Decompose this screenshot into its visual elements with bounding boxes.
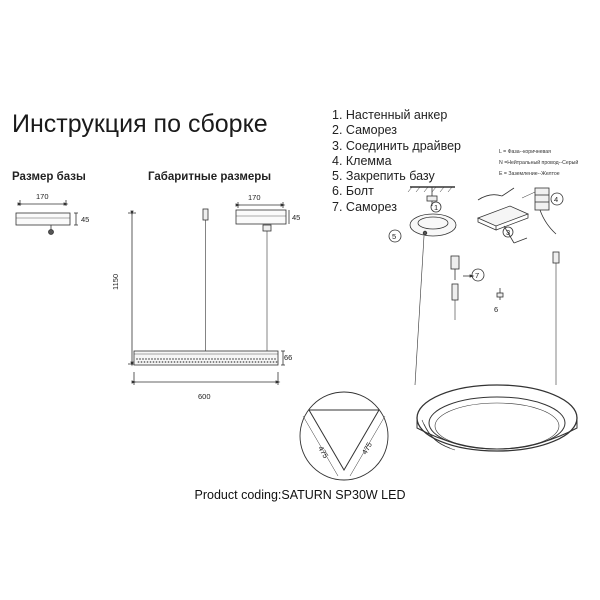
crystal-bead	[214, 358, 216, 360]
crystal-bead	[255, 361, 257, 363]
crystal-bead	[208, 358, 210, 360]
crystal-bead	[231, 361, 233, 363]
wiring-phase: L = Фаза--коричневая	[499, 149, 551, 155]
crystal-bead	[252, 361, 254, 363]
crystal-bead	[198, 361, 200, 363]
wiring-ground: E = Заземление--Желтое	[499, 171, 560, 177]
overall-base-height: 45	[292, 213, 301, 222]
crystal-bead	[136, 358, 138, 360]
crystal-bead	[138, 361, 140, 363]
crystal-bead	[238, 358, 240, 360]
crystal-bead	[261, 361, 263, 363]
callout-7: 7	[475, 271, 480, 280]
crystal-bead	[244, 358, 246, 360]
crystal-bead	[274, 358, 276, 360]
crystal-bead	[264, 361, 266, 363]
crystal-bead	[222, 361, 224, 363]
crystal-bead	[201, 361, 203, 363]
crystal-bead	[223, 358, 225, 360]
crystal-bead	[246, 361, 248, 363]
crystal-bead	[271, 358, 273, 360]
overall-base-width: 170	[248, 193, 261, 202]
crystal-bead	[172, 358, 174, 360]
crystal-bead	[234, 361, 236, 363]
overall-dimensions-label: Габаритные размеры	[148, 171, 272, 183]
crystal-bead	[199, 358, 201, 360]
step-item: 3. Соединить драйвер	[332, 138, 462, 153]
crystal-bead	[267, 361, 269, 363]
triangle-right-dimension: 475	[359, 440, 374, 456]
crystal-bead	[159, 361, 161, 363]
crystal-bead	[171, 361, 173, 363]
diameter-dimension: 600	[198, 392, 211, 401]
crystal-bead	[220, 358, 222, 360]
crystal-bead	[175, 358, 177, 360]
crystal-bead	[204, 361, 206, 363]
crystal-bead	[183, 361, 185, 363]
crystal-bead	[213, 361, 215, 363]
crystal-bead	[207, 361, 209, 363]
crystal-bead	[249, 361, 251, 363]
crystal-bead	[265, 358, 267, 360]
crystal-bead	[205, 358, 207, 360]
crystal-bead	[144, 361, 146, 363]
crystal-bead	[174, 361, 176, 363]
callout-3: 3	[506, 228, 511, 237]
crystal-bead	[243, 361, 245, 363]
crystal-bead	[166, 358, 168, 360]
crystal-bead	[229, 358, 231, 360]
step-item: 4. Клемма	[332, 153, 392, 168]
crystal-bead	[276, 361, 278, 363]
crystal-bead	[186, 361, 188, 363]
crystal-bead	[150, 361, 152, 363]
crystal-bead	[189, 361, 191, 363]
base-size-label: Размер базы	[12, 171, 86, 183]
crystal-bead	[148, 358, 150, 360]
crystal-bead	[247, 358, 249, 360]
page-title: Инструкция по сборке	[12, 110, 268, 138]
crystal-bead	[163, 358, 165, 360]
step-item: 5. Закрепить базу	[332, 169, 435, 184]
crystal-bead	[226, 358, 228, 360]
crystal-bead	[162, 361, 164, 363]
crystal-bead	[160, 358, 162, 360]
crystal-bead	[195, 361, 197, 363]
crystal-bead	[268, 358, 270, 360]
crystal-bead	[190, 358, 192, 360]
crystal-bead	[259, 358, 261, 360]
callout-6: 6	[494, 305, 499, 314]
crystal-bead	[196, 358, 198, 360]
crystal-bead	[177, 361, 179, 363]
ring-height-dimension: 66	[284, 353, 293, 362]
crystal-bead	[258, 361, 260, 363]
crystal-bead	[232, 358, 234, 360]
base-size-drawing	[16, 200, 78, 235]
product-coding: Product coding:SATURN SP30W LED	[194, 488, 406, 502]
crystal-bead	[217, 358, 219, 360]
crystal-bead	[141, 361, 143, 363]
overall-dimensions-drawing	[128, 202, 289, 385]
crystal-bead	[168, 361, 170, 363]
crystal-bead	[270, 361, 272, 363]
crystal-bead	[237, 361, 239, 363]
crystal-bead	[228, 361, 230, 363]
crystal-bead	[169, 358, 171, 360]
crystal-bead	[187, 358, 189, 360]
triangle-left-dimension: 475	[316, 444, 331, 460]
crystal-bead	[219, 361, 221, 363]
triangle-circle-drawing	[300, 392, 388, 480]
crystal-bead	[156, 361, 158, 363]
crystal-bead	[193, 358, 195, 360]
crystal-bead	[210, 361, 212, 363]
step-item: 2. Саморез	[332, 123, 397, 138]
callout-4: 4	[554, 195, 559, 204]
crystal-bead	[153, 361, 155, 363]
crystal-bead	[216, 361, 218, 363]
crystal-bead	[192, 361, 194, 363]
crystal-bead	[256, 358, 258, 360]
crystal-bead	[273, 361, 275, 363]
crystal-bead	[235, 358, 237, 360]
callout-5: 5	[392, 232, 397, 241]
crystal-bead	[240, 361, 242, 363]
overall-height-dimension: 1150	[111, 273, 120, 290]
crystal-bead	[147, 361, 149, 363]
crystal-bead	[142, 358, 144, 360]
step-item: 6. Болт	[332, 184, 374, 199]
crystal-bead	[180, 361, 182, 363]
crystal-bead	[262, 358, 264, 360]
crystal-bead	[139, 358, 141, 360]
crystal-bead	[151, 358, 153, 360]
crystal-bead	[184, 358, 186, 360]
crystal-bead	[165, 361, 167, 363]
crystal-bead	[154, 358, 156, 360]
wiring-neutral: N =Нейтральный провод--Серый	[499, 160, 579, 166]
crystal-bead	[178, 358, 180, 360]
crystal-bead	[225, 361, 227, 363]
crystal-bead	[157, 358, 159, 360]
crystal-bead	[250, 358, 252, 360]
crystal-bead	[181, 358, 183, 360]
callout-1: 1	[434, 203, 439, 212]
crystal-bead	[202, 358, 204, 360]
crystal-bead	[145, 358, 147, 360]
crystal-bead	[253, 358, 255, 360]
mounting-diagram	[389, 187, 577, 451]
step-item: 1. Настенный анкер	[332, 108, 448, 122]
base-height-dimension: 45	[81, 215, 90, 224]
crystal-bead	[211, 358, 213, 360]
crystal-bead	[241, 358, 243, 360]
base-width-dimension: 170	[36, 192, 49, 201]
step-item: 7. Саморез	[332, 199, 397, 214]
